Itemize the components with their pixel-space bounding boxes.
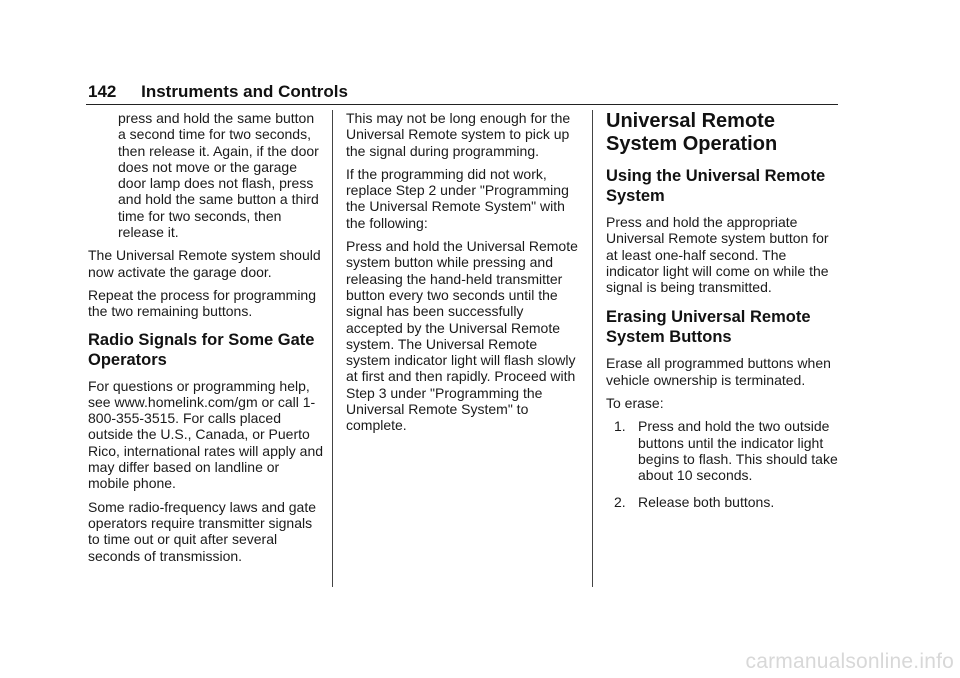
paragraph: For questions or programming help, see www.homelink.com/gm or call 1-800-355-3515. For calls placed outside the U.S., Canada, or Puerto Rico, international rates will apply and may differ based on landline or mobile phone. bbox=[88, 377, 324, 492]
column-1 bbox=[88, 110, 324, 571]
heading-universal-remote-operation: Universal Remote System Operation bbox=[606, 110, 778, 155]
paragraph: The Universal Remote system should now activate the garage door. bbox=[88, 247, 321, 280]
step-number: 2. bbox=[614, 493, 626, 510]
paragraph: Erase all programmed buttons when vehicle ownership is terminated. bbox=[606, 355, 831, 388]
column-2 bbox=[346, 110, 582, 441]
paragraph: If the programming did not work, replace Step 2 under "Programming the Universal Remote System" with the following: bbox=[346, 165, 569, 231]
paragraph: Repeat the process for programming the two remaining buttons. bbox=[88, 286, 316, 320]
erase-steps-list bbox=[606, 418, 840, 509]
paragraph: Press and hold the Universal Remote system button while pressing and releasing the hand-held transmitter button every two seconds until the signal has been successfully accepted by the Universal Remote system. The Universal Remote system indicator light will flash slowly at first and then rapidly. Proceed with Step 3 under "Programming the Universal Remote System" to complete. bbox=[346, 238, 578, 434]
page-header bbox=[88, 82, 348, 102]
step-text: Release both buttons. bbox=[638, 493, 775, 510]
list-item bbox=[606, 494, 840, 510]
page-number: 142 bbox=[88, 82, 117, 101]
paragraph: Some radio-frequency laws and gate operators require transmitter signals to time out or quit after several seconds of transmission. bbox=[88, 498, 317, 564]
header-rule bbox=[86, 104, 838, 105]
list-item bbox=[606, 418, 840, 483]
paragraph: To erase: bbox=[606, 395, 664, 412]
paragraph: Press and hold the appropriate Universal Remote system button for at least one-half second. The indicator light will come on while the signal is being transmitted. bbox=[606, 214, 829, 296]
paragraph: This may not be long enough for the Universal Remote system to pick up the signal during programming. bbox=[346, 110, 571, 159]
section-title: Instruments and Controls bbox=[141, 82, 348, 101]
step-text: Press and hold the two outside buttons until the indicator light begins to flash. This should take about 10 seconds. bbox=[638, 418, 838, 484]
step-continuation: press and hold the same button a second time for two seconds, then release it. Again, if the door does not move or the garage door lamp does not flash, press and hold the same button a third time for two seconds, then release it. bbox=[118, 110, 319, 241]
heading-using-universal-remote: Using the Universal Remote System bbox=[606, 167, 826, 205]
heading-radio-signals: Radio Signals for Some Gate Operators bbox=[88, 330, 315, 369]
column-divider bbox=[592, 110, 593, 587]
step-number: 1. bbox=[614, 418, 626, 435]
heading-erasing-buttons: Erasing Universal Remote System Buttons bbox=[606, 308, 811, 347]
column-divider bbox=[332, 110, 333, 587]
watermark: carmanualsonline.info bbox=[745, 650, 954, 673]
column-3 bbox=[606, 110, 840, 520]
